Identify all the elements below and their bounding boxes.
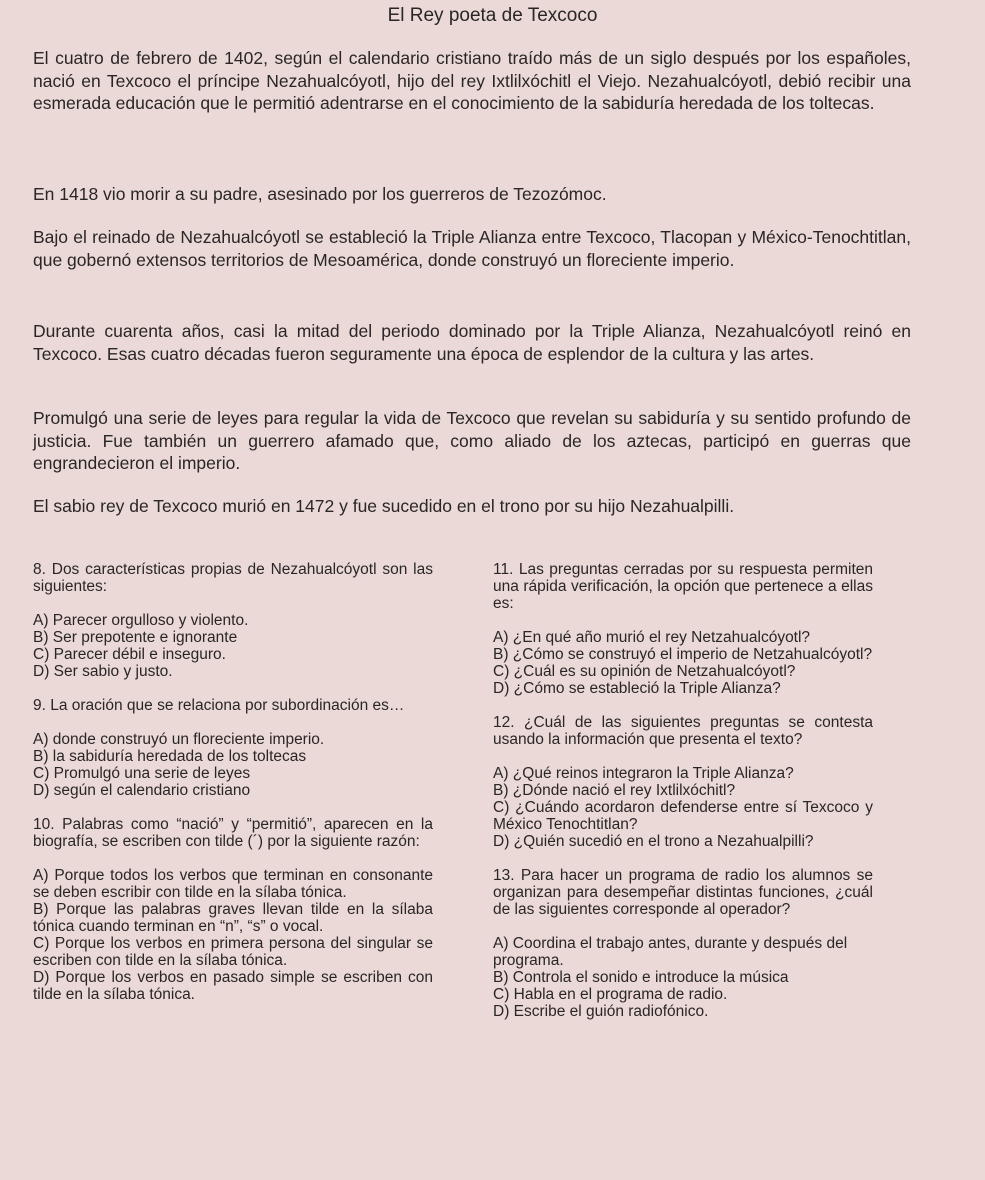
question-13-option-d: D) Escribe el guión radiofónico. <box>493 1003 709 1020</box>
paragraph-birth: El cuatro de febrero de 1402, según el calendario cristiano traído más de un siglo después por los españoles, nació en Texcoco el príncipe Nezahualcóyotl, hijo del rey Ixtlilxóchitl el Viejo. Nezahualcóyotl, debió recibir una esmerada educación que le permitió adentrarse en el conocimiento de la sabiduría heredada de los toltecas. <box>33 48 911 113</box>
paragraph-death: El sabio rey de Texcoco murió en 1472 y fue sucedido en el trono por su hijo Nezahualpilli. <box>33 496 735 516</box>
question-13-option-a: A) Coordina el trabajo antes, durante y después del programa. <box>493 935 848 969</box>
question-8-option-c: C) Parecer débil e inseguro. <box>33 646 226 663</box>
question-11-option-c: C) ¿Cuál es su opinión de Netzahualcóyotl? <box>493 663 796 680</box>
paragraph-reign: Durante cuarenta años, casi la mitad del periodo dominado por la Triple Alianza, Nezahualcóyotl reinó en Texcoco. Esas cuatro décadas fueron seguramente una época de esplendor de la cultura y las artes. <box>33 321 911 364</box>
question-13-option-c: C) Habla en el programa de radio. <box>493 986 728 1003</box>
question-8-text: 8. Dos características propias de Nezahualcóyotl son las siguientes: <box>33 561 433 595</box>
question-9-option-c: C) Promulgó una serie de leyes <box>33 765 251 782</box>
question-10-option-d: D) Porque los verbos en pasado simple se escriben con tilde en la sílaba tónica. <box>33 969 433 1003</box>
question-10-option-a: A) Porque todos los verbos que terminan en consonante se deben escribir con tilde en la sílaba tónica. <box>33 867 433 901</box>
question-13-option-b: B) Controla el sonido e introduce la música <box>493 969 789 986</box>
question-12-option-c: C) ¿Cuándo acordaron defenderse entre sí Texcoco y México Tenochtitlan? <box>493 799 873 833</box>
question-10-text: 10. Palabras como “nació” y “permitió”, aparecen en la biografía, se escriben con tilde (´) por la siguiente razón: <box>33 816 433 850</box>
question-11-option-b: B) ¿Cómo se construyó el imperio de Netzahualcóyotl? <box>493 646 873 663</box>
question-8-option-d: D) Ser sabio y justo. <box>33 663 173 680</box>
question-12-option-d: D) ¿Quién sucedió en el trono a Nezahualpilli? <box>493 833 814 850</box>
question-8-option-a: A) Parecer orgulloso y violento. <box>33 612 249 629</box>
question-column-right <box>493 561 873 1020</box>
question-13-text: 13. Para hacer un programa de radio los alumnos se organizan para desempeñar distintas funciones, ¿cuál de las siguientes corresponde al operador? <box>493 867 873 918</box>
question-11-option-a: A) ¿En qué año murió el rey Netzahualcóyotl? <box>493 629 811 646</box>
question-12-option-b: B) ¿Dónde nació el rey Ixtlilxóchitl? <box>493 782 736 799</box>
question-12-text: 12. ¿Cuál de las siguientes preguntas se contesta usando la información que presenta el texto? <box>493 714 873 748</box>
question-9-option-d: D) según el calendario cristiano <box>33 782 251 799</box>
question-9-option-a: A) donde construyó un floreciente imperio. <box>33 731 325 748</box>
question-9-option-b: B) la sabiduría heredada de los toltecas <box>33 748 307 765</box>
question-11-option-d: D) ¿Cómo se estableció la Triple Alianza? <box>493 680 781 697</box>
paragraph-triple-alliance: Bajo el reinado de Nezahualcóyotl se estableció la Triple Alianza entre Texcoco, Tlacopan y México-Tenochtitlan, que gobernó extensos territorios de Mesoamérica, donde construyó un floreciente imperio. <box>33 227 911 270</box>
question-12-option-a: A) ¿Qué reinos integraron la Triple Alianza? <box>493 765 794 782</box>
paragraph-laws: Promulgó una serie de leyes para regular la vida de Texcoco que revelan su sabiduría y su sentido profundo de justicia. Fue también un guerrero afamado que, como aliado de los aztecas, participó en guerras que engrandecieron el imperio. <box>33 408 911 473</box>
question-9-text: 9. La oración que se relaciona por subordinación es… <box>33 697 405 714</box>
question-8-option-b: B) Ser prepotente e ignorante <box>33 629 238 646</box>
question-10-option-b: B) Porque las palabras graves llevan tilde en la sílaba tónica cuando terminan en “n”, “s” o vocal. <box>33 901 433 935</box>
question-11-text: 11. Las preguntas cerradas por su respuesta permiten una rápida verificación, la opción que pertenece a ellas es: <box>493 561 873 612</box>
question-10-option-c: C) Porque los verbos en primera persona del singular se escriben con tilde en la sílaba tónica. <box>33 935 433 969</box>
question-column-left <box>33 561 433 1003</box>
page-title: El Rey poeta de Texcoco <box>387 5 598 26</box>
paragraph-father-death: En 1418 vio morir a su padre, asesinado por los guerreros de Tezozómoc. <box>33 184 607 204</box>
